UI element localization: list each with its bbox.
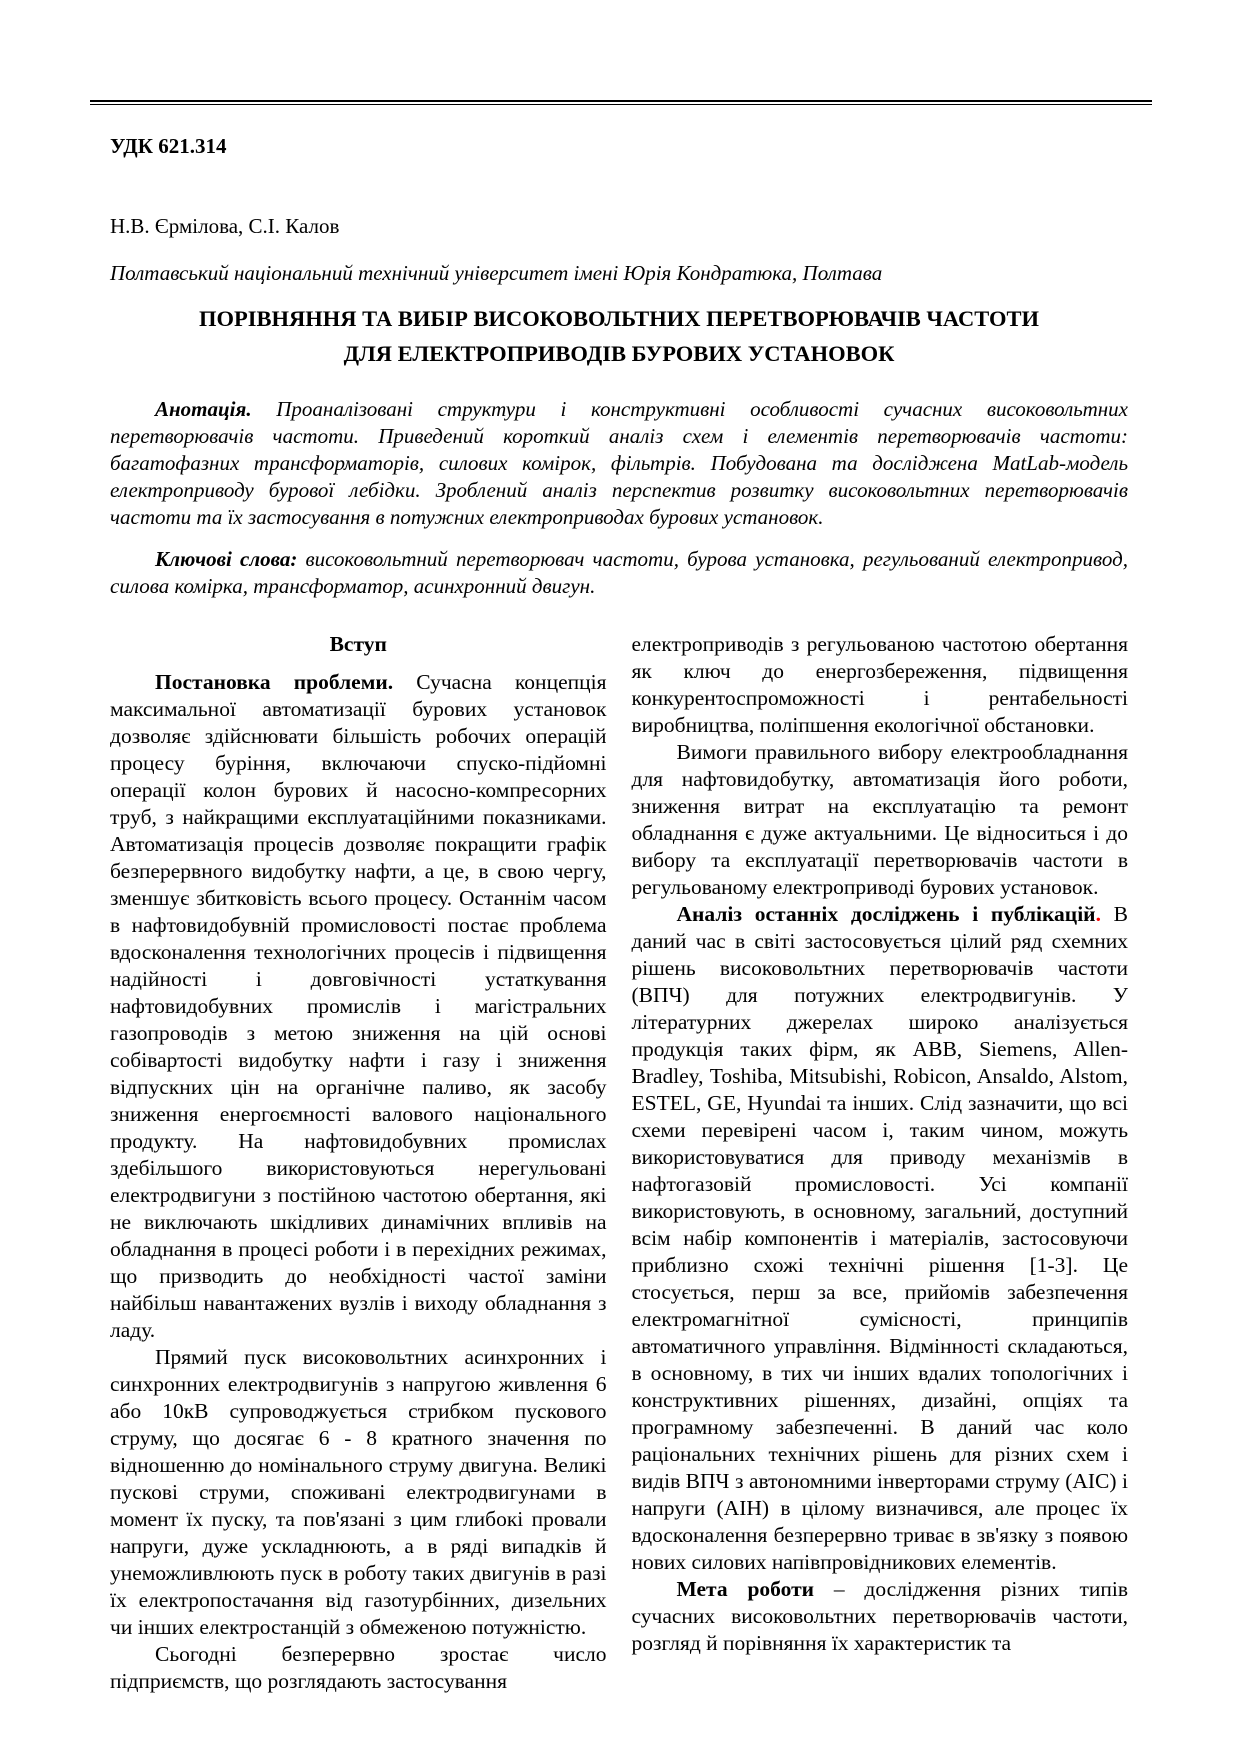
udc-number: УДК 621.314 bbox=[110, 134, 227, 158]
paragraph-goal bbox=[632, 1576, 1129, 1657]
paragraph-text: Сьогодні безперервно зростає число підприємств, що розглядають застосування bbox=[110, 1642, 607, 1693]
keywords-paragraph bbox=[110, 546, 1128, 600]
paragraph-direct-start bbox=[110, 1344, 607, 1641]
paragraph-text: Прямий пуск високовольтних асинхронних і синхронних електродвигунів з напругою живлення 6 або 10кВ супроводжується стрибком пускового струму, що досягає 6 - 8 кратного значення по відношенню до номінального струму двигуна. Великі пускові струми, споживані електродвигунами в момент їх пуску, та пов'язані з цим глибокі провали напруги, дуже ускладнюють, а в ряді випадків й унеможливлюють пуск в роботу таких двигунів в разі їх електропостачання від газотурбінних, дизельних чи інших електростанцій з обмеженою потужністю. bbox=[110, 1345, 607, 1639]
section-lead: Мета роботи bbox=[676, 1577, 815, 1601]
keywords-label: Ключові слова: bbox=[155, 547, 298, 571]
title-line-1: ПОРІВНЯННЯ ТА ВИБІР ВИСОКОВОЛЬТНИХ ПЕРЕТВОРЮВАЧІВ ЧАСТОТИ bbox=[199, 306, 1039, 331]
intro-heading: Вступ bbox=[329, 632, 387, 656]
paragraph-requirements bbox=[632, 739, 1129, 901]
paragraph-text: – дослідження різних типів сучасних високовольтних перетворювачів частоти, розгляд й порівняння їх характеристик та bbox=[631, 1577, 1129, 1655]
section-lead: Постановка проблеми. bbox=[155, 670, 394, 694]
paragraph-text: В даний час в світі застосовується цілий ряд схемних рішень високовольтних перетворювачів частоти (ВПЧ) для потужних електродвигунів. У літературних джерелах широко аналізується продукція таких фірм, як ABB, Siemens, Allen-Bradley, Toshiba, Mitsubishi, Robicon, Ansaldo, Alstom, ESTEL, GE, Hyundai та інших. Слід зазначити, що всі схеми перевірені часом і, таким чином, можуть використовуватися для приводу механізмів в нафтогазовій промисловості. Усі компанії використовують, в основному, загальний, доступний всім набір компонентів і матеріалів, застосовуючи приблизно схожі технічні рішення [1-3]. Це стосується, перш за все, прийомів забезпечення електромагнітної сумісності, принципів автоматичного управління. Відмінності складаються, в основному, в тих чи інших вдалих топологічних і конструктивних рішеннях, дизайні, опціях та програмному забезпеченні. В даний час коло раціональних технічних рішень для різних схем і видів ВПЧ з автономними інверторами струму (АІС) і напруги (АІН) в цілому визначився, але процес їх вдосконалення безперервно триває в зв'язку з появою нових силових напівпровідникових елементів. bbox=[631, 902, 1128, 1574]
abstract-label: Анотація. bbox=[155, 397, 252, 421]
paragraph-text: Сучасна концепція максимальної автоматизації бурових установок дозволяє здійснювати більшість робочих операцій процесу буріння, включаючи спуско-підйомні операції колон бурових й насосно-компресорних труб, з найкращими експлуатаційними показниками. Автоматизація процесів дозволяє покращити графік безперервного видобутку нафти, а це, в свою чергу, зменшує збитковість всього процесу. Останнім часом в нафтовидобувній промисловості постає проблема вдосконалення технологічних процесів і підвищення надійності і довговічності устаткування нафтовидобувних промислів і магістральних газопроводів з метою зниження на цій основі собівартості видобутку нафти і газу і зниження відпускних цін на органічне паливо, як засобу зниження енергоємності валового національного продукту. На нафтовидобувних промислах здебільшого використовуються нерегульовані електродвигуни з постійною частотою обертання, які не виключають шкідливих динамічних впливів на обладнання в процесі роботи і в перехідних режимах, що призводить до необхідності частої заміни найбільш навантажених вузлів і виходу обладнання з ладу. bbox=[110, 670, 607, 1342]
paragraph-text: електроприводів з регульованою частотою обертання як ключ до енергозбереження, підвищення конкурентоспроможності і рентабельності виробництва, поліпшення екологічної обстановки. bbox=[631, 632, 1128, 737]
title-line-2: ДЛЯ ЕЛЕКТРОПРИВОДІВ БУРОВИХ УСТАНОВОК bbox=[343, 341, 895, 366]
column-left bbox=[110, 631, 607, 1695]
abstract-text: Проаналізовані структури і конструктивні особливості сучасних високовольтних перетворювачів частоти. Приведений короткий аналіз схем і елементів перетворювачів частоти: багатофазних трансформаторів, силових комірок, фільтрів. Побудована та досліджена MatLab-модель електроприводу бурової лебідки. Зроблений аналіз перспектив розвитку високовольтних перетворювачів частоти та їх застосування в потужних електроприводах бурових установок. bbox=[110, 397, 1128, 529]
analysis-red-period: . bbox=[1095, 902, 1101, 926]
authors-line: Н.В. Єрмілова, С.І. Калов bbox=[110, 214, 340, 238]
column-right bbox=[632, 631, 1129, 1695]
paragraph-continuation bbox=[632, 631, 1129, 739]
paragraph-problem-statement bbox=[110, 669, 607, 1344]
paragraph-analysis bbox=[632, 901, 1129, 1576]
paragraph-today bbox=[110, 1641, 607, 1695]
two-column-body bbox=[110, 631, 1128, 1695]
affiliation-line: Полтавський національний технічний університет імені Юрія Кондратюка, Полтава bbox=[110, 261, 883, 285]
keywords-text: високовольтний перетворювач частоти, бурова установка, регульований електропривод, силова комірка, трансформатор, асинхронний двигун. bbox=[110, 547, 1128, 598]
article-title bbox=[110, 301, 1128, 371]
section-lead: Аналіз останніх досліджень і публікацій bbox=[676, 902, 1096, 926]
header-double-rule bbox=[90, 100, 1152, 105]
abstract-paragraph bbox=[110, 396, 1128, 531]
paragraph-text: Вимоги правильного вибору електрообладнання для нафтовидобутку, автоматизація його роботи, зниження витрат на експлуатацію та ремонт обладнання є дуже актуальними. Це відноситься і до вибору та експлуатації перетворювачів частоти в регульованому електроприводі бурових установок. bbox=[631, 740, 1128, 899]
